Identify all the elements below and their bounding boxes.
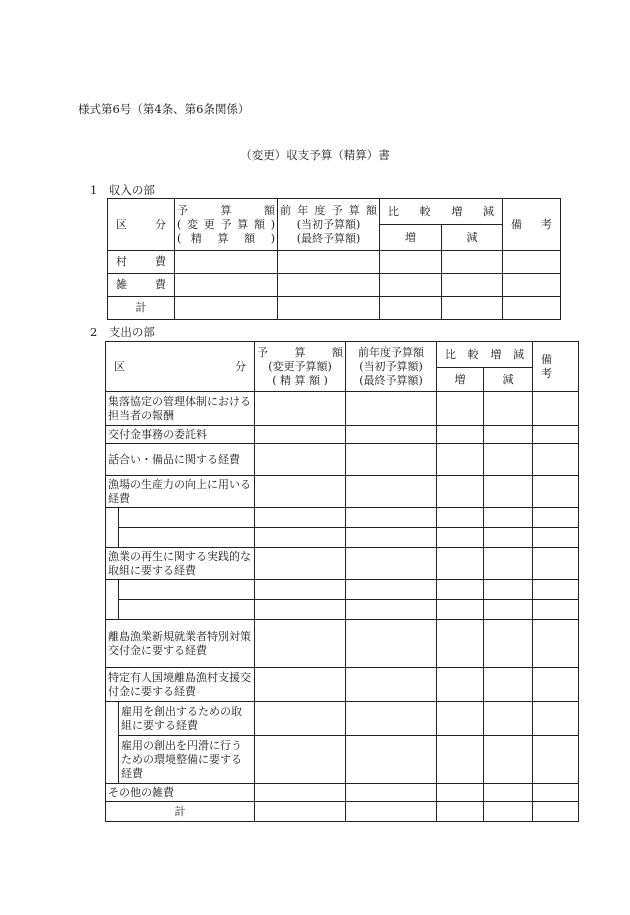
expense-header-prev-line1: 前年度予算額 [358,345,424,359]
expense-item-label: 特定有人国境離島漁村支援交付金に要する経費 [106,668,255,702]
expense-header-remarks: 備 考 [533,342,579,392]
expense-item-label: 話合い・備品に関する経費 [106,444,255,476]
expense-item-label: 集落協定の管理体制における担当者の報酬 [106,392,255,426]
expense-row [106,444,579,476]
income-header-category: 区 分 [108,199,175,251]
expense-item-label: 離島漁業新規就業者特別対策交付金に要する経費 [106,620,255,668]
expense-total-row [106,802,579,822]
expense-header-budget-line3: ( 精 算 額 ) [272,373,328,387]
expense-header-prev-line2: (当初予算額) [359,359,423,373]
income-header-prev-line3: (最終予算額) [296,231,361,245]
income-row-label: 村 費 [108,251,175,274]
expense-item-label: 交付金事務の委託料 [106,426,255,444]
income-header-remarks: 備 考 [503,199,561,251]
expense-header-compare: 比 較 増 減 [437,342,533,368]
expense-header-prev [346,342,437,392]
expense-item-label: 漁場の生産力の向上に用いる経費 [106,476,255,508]
expense-header-budget-line2: (変更予算額) [268,359,332,373]
expense-subrow [106,600,579,620]
income-header-budget [175,199,278,251]
expense-subrow [106,702,579,736]
expense-row [106,426,579,444]
expense-table [105,341,579,822]
expense-header-category: 区 分 [106,342,255,392]
income-header-budget-line1: 予 算 額 [177,203,275,217]
expense-row [106,548,579,580]
expense-header-prev-line3: (最終予算額) [359,373,423,387]
expense-header-increase: 増 [437,368,484,392]
income-header-budget-line3: ( 精 算 額 ) [177,231,275,245]
expense-item-label: その他の雑費 [106,784,255,802]
income-total-row [108,297,561,320]
income-header-budget-line2: (変更予算額) [177,217,275,231]
expense-section-title: 2 支出の部 [90,325,155,339]
expense-header-budget-line1: 予 算 額 [257,345,343,359]
expense-row [106,392,579,426]
expense-row [106,620,579,668]
income-row [108,251,561,274]
income-header-prev [278,199,380,251]
income-row [108,274,561,297]
expense-subrow [106,508,579,528]
expense-subrow [106,528,579,548]
expense-subrow [106,736,579,784]
income-header-increase: 増 [380,225,442,251]
form-number: 様式第6号（第4条、第6条関係） [78,102,250,116]
document-title: （変更）収支予算（精算）書 [240,148,390,162]
income-header-decrease: 減 [442,225,503,251]
income-table [107,198,561,320]
expense-header-decrease: 減 [484,368,533,392]
income-row-label: 雑 費 [108,274,175,297]
expense-total-label: 計 [106,802,255,822]
income-header-compare: 比 較 増 減 [380,199,503,225]
income-header-prev-line1: 前年度予算額 [280,203,377,217]
income-total-label: 計 [108,297,175,320]
expense-row [106,784,579,802]
expense-subitem-label: 雇用の創出を円滑に行うための環境整備に要する経費 [119,736,255,784]
income-section-title: 1 収入の部 [90,183,155,197]
expense-subitem-label: 雇用を創出するための取組に要する経費 [119,702,255,736]
income-header-prev-line2: (当初予算額) [296,217,361,231]
expense-subrow [106,580,579,600]
expense-row [106,476,579,508]
expense-header-budget [255,342,346,392]
expense-item-label: 漁業の再生に関する実践的な取組に要する経費 [106,548,255,580]
expense-row [106,668,579,702]
